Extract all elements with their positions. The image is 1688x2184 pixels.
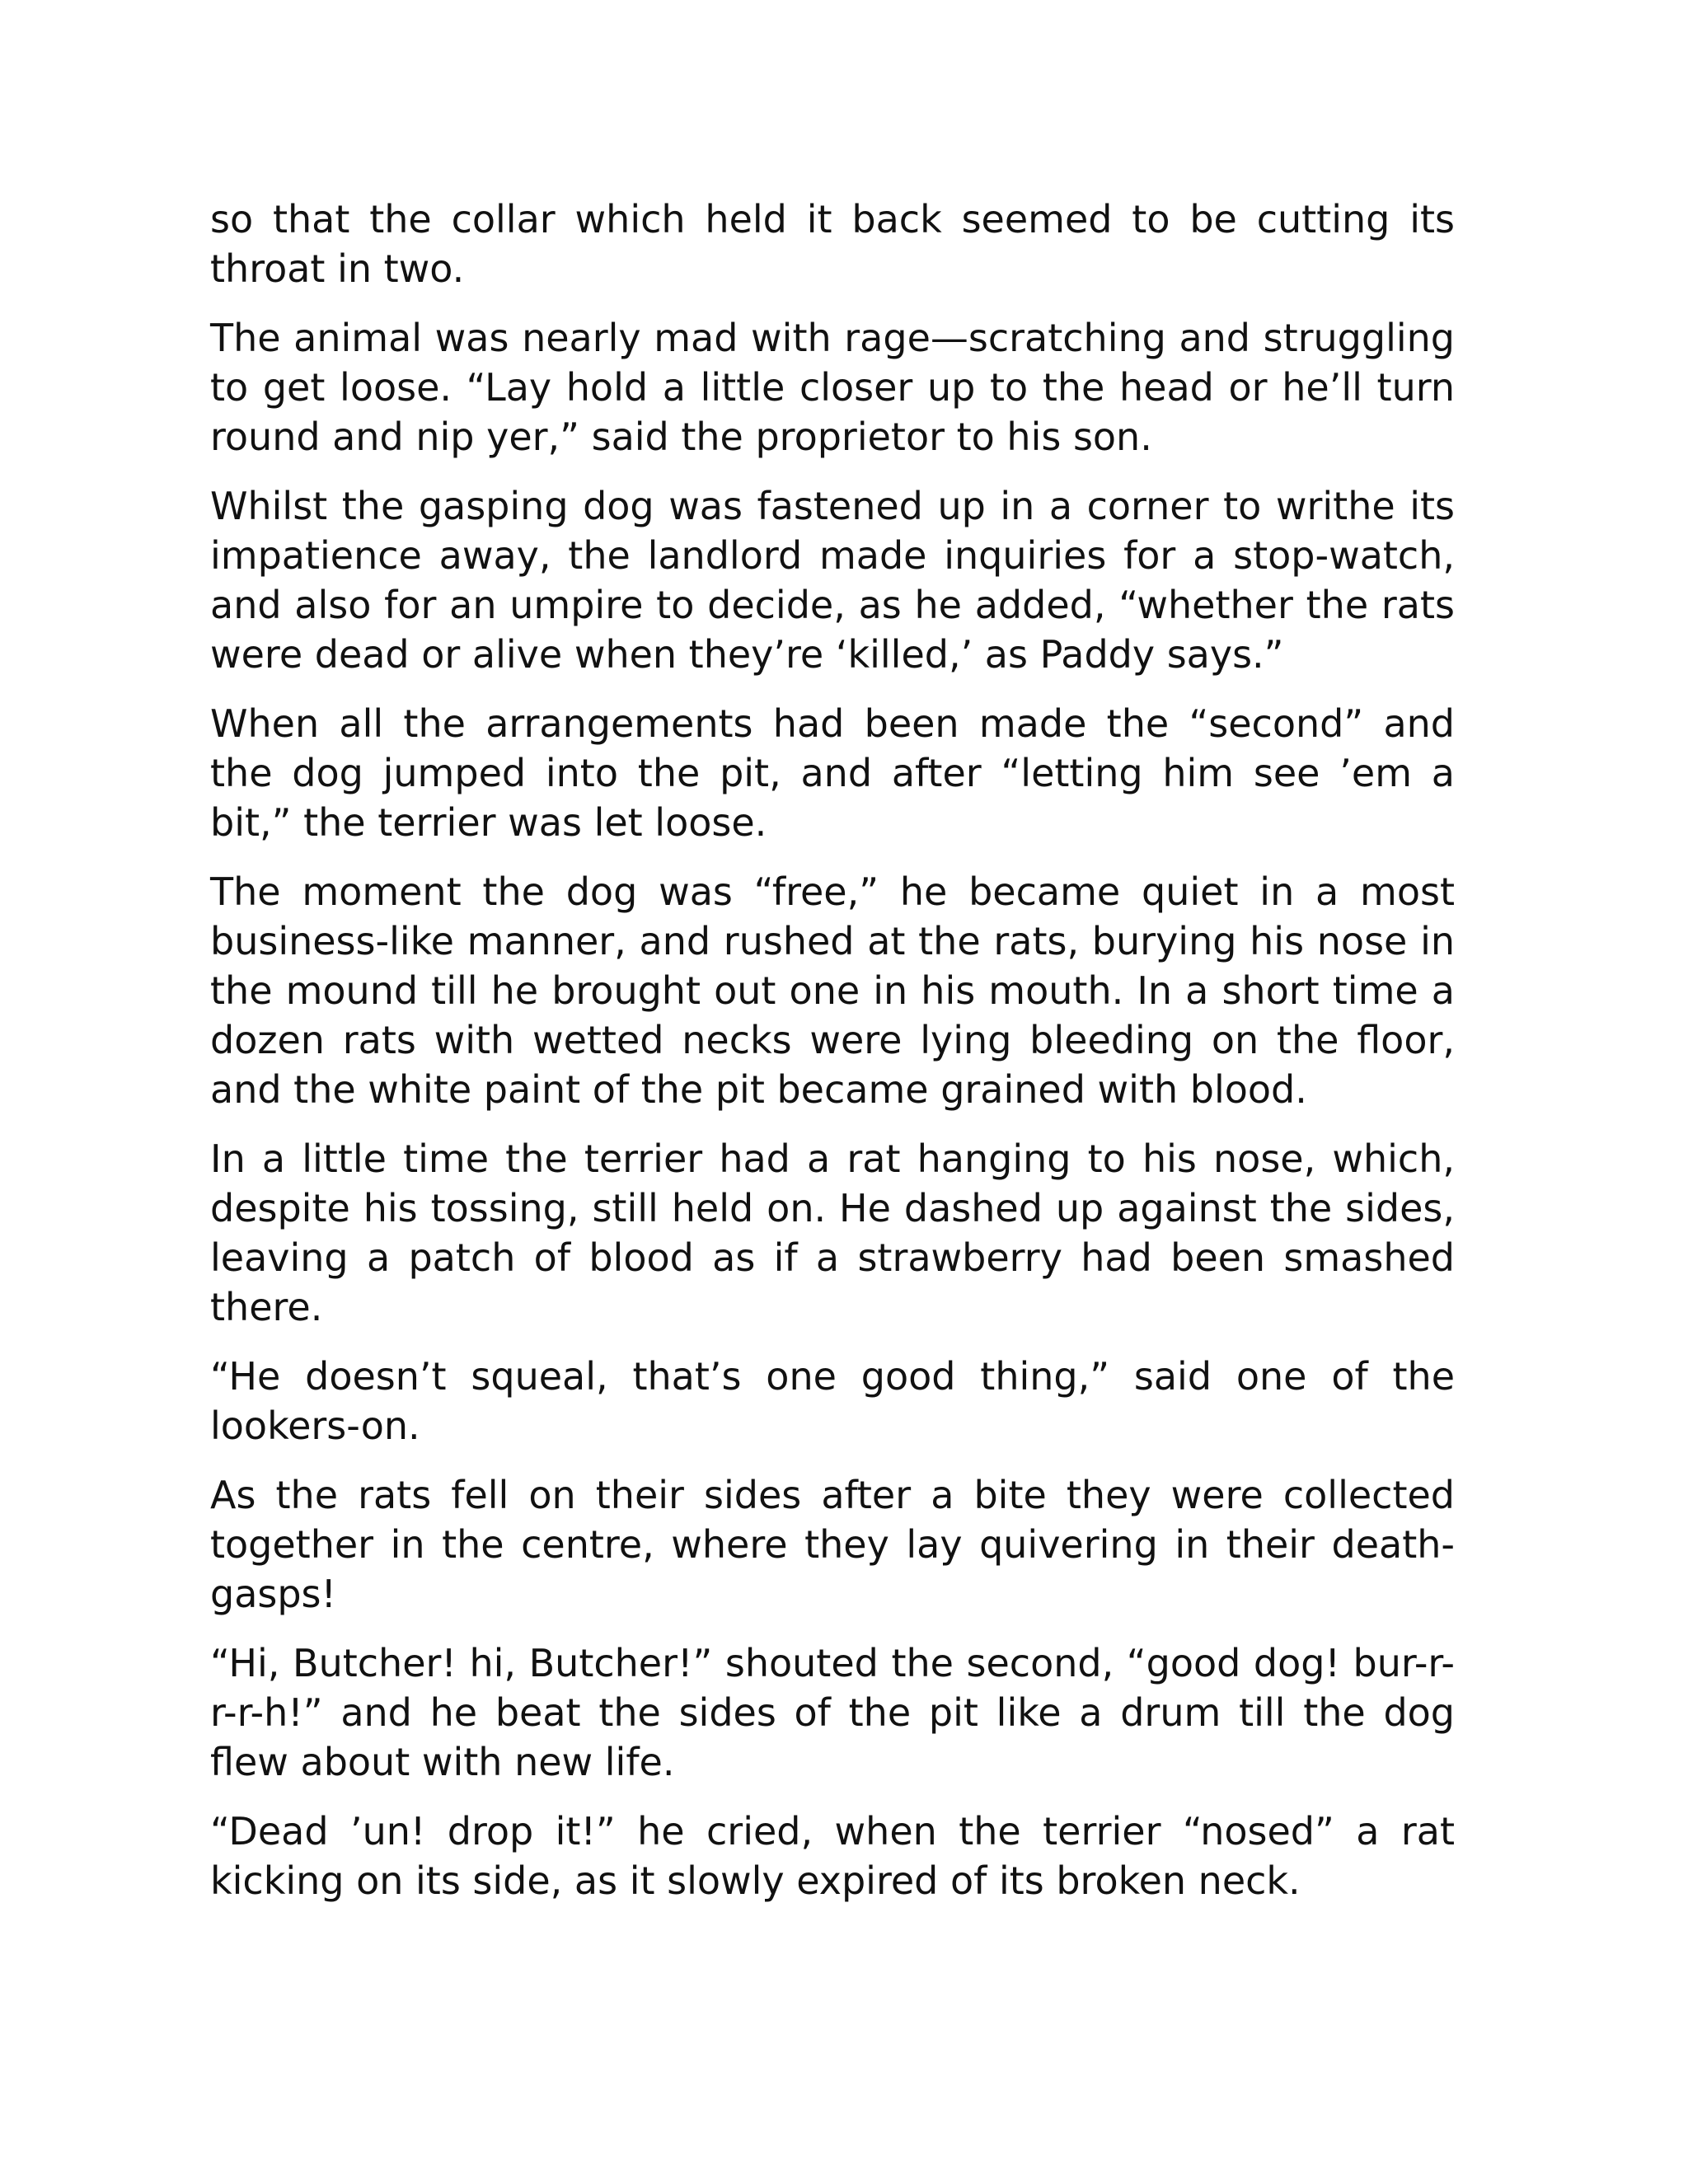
paragraph: As the rats fell on their sides after a bite they were collected together in the centre, where they lay quivering in their death-gasps! bbox=[210, 1473, 1455, 1616]
paragraph: The animal was nearly mad with rage—scratching and struggling to get loose. “Lay hold a little closer up to the head or he’ll turn round and nip yer,” said the proprietor to his son. bbox=[210, 316, 1455, 459]
paragraph: Whilst the gasping dog was fastened up in a corner to writhe its impatience away, the landlord made inquiries for a stop-watch, and also for an umpire to decide, as he added, “whether the rats were dead or alive when they’re ‘killed,’ as Paddy says.” bbox=[210, 484, 1455, 677]
paragraph: so that the collar which held it back seemed to be cutting its throat in two. bbox=[210, 197, 1455, 291]
paragraph: In a little time the terrier had a rat hanging to his nose, which, despite his tossing, still held on. He dashed up against the sides, leaving a patch of blood as if a strawberry had been smashed there. bbox=[210, 1137, 1455, 1329]
paragraph: The moment the dog was “free,” he became quiet in a most business-like manner, and rushed at the rats, burying his nose in the mound till he brought out one in his mouth. In a short time a dozen rats with wetted necks were lying bleeding on the floor, and the white paint of the pit became grained with blood. bbox=[210, 869, 1455, 1112]
paragraph: “Dead ’un! drop it!” he cried, when the terrier “nosed” a rat kicking on its side, as it slowly expired of its broken neck. bbox=[210, 1809, 1455, 1903]
page-body bbox=[210, 194, 1455, 1925]
paragraph: “Hi, Butcher! hi, Butcher!” shouted the second, “good dog! bur-r-r-r-h!” and he beat the sides of the pit like a drum till the dog flew about with new life. bbox=[210, 1641, 1455, 1784]
paragraph: When all the arrangements had been made the “second” and the dog jumped into the pit, and after “letting him see ’em a bit,” the terrier was let loose. bbox=[210, 701, 1455, 845]
paragraph: “He doesn’t squeal, that’s one good thing,” said one of the lookers-on. bbox=[210, 1354, 1455, 1448]
